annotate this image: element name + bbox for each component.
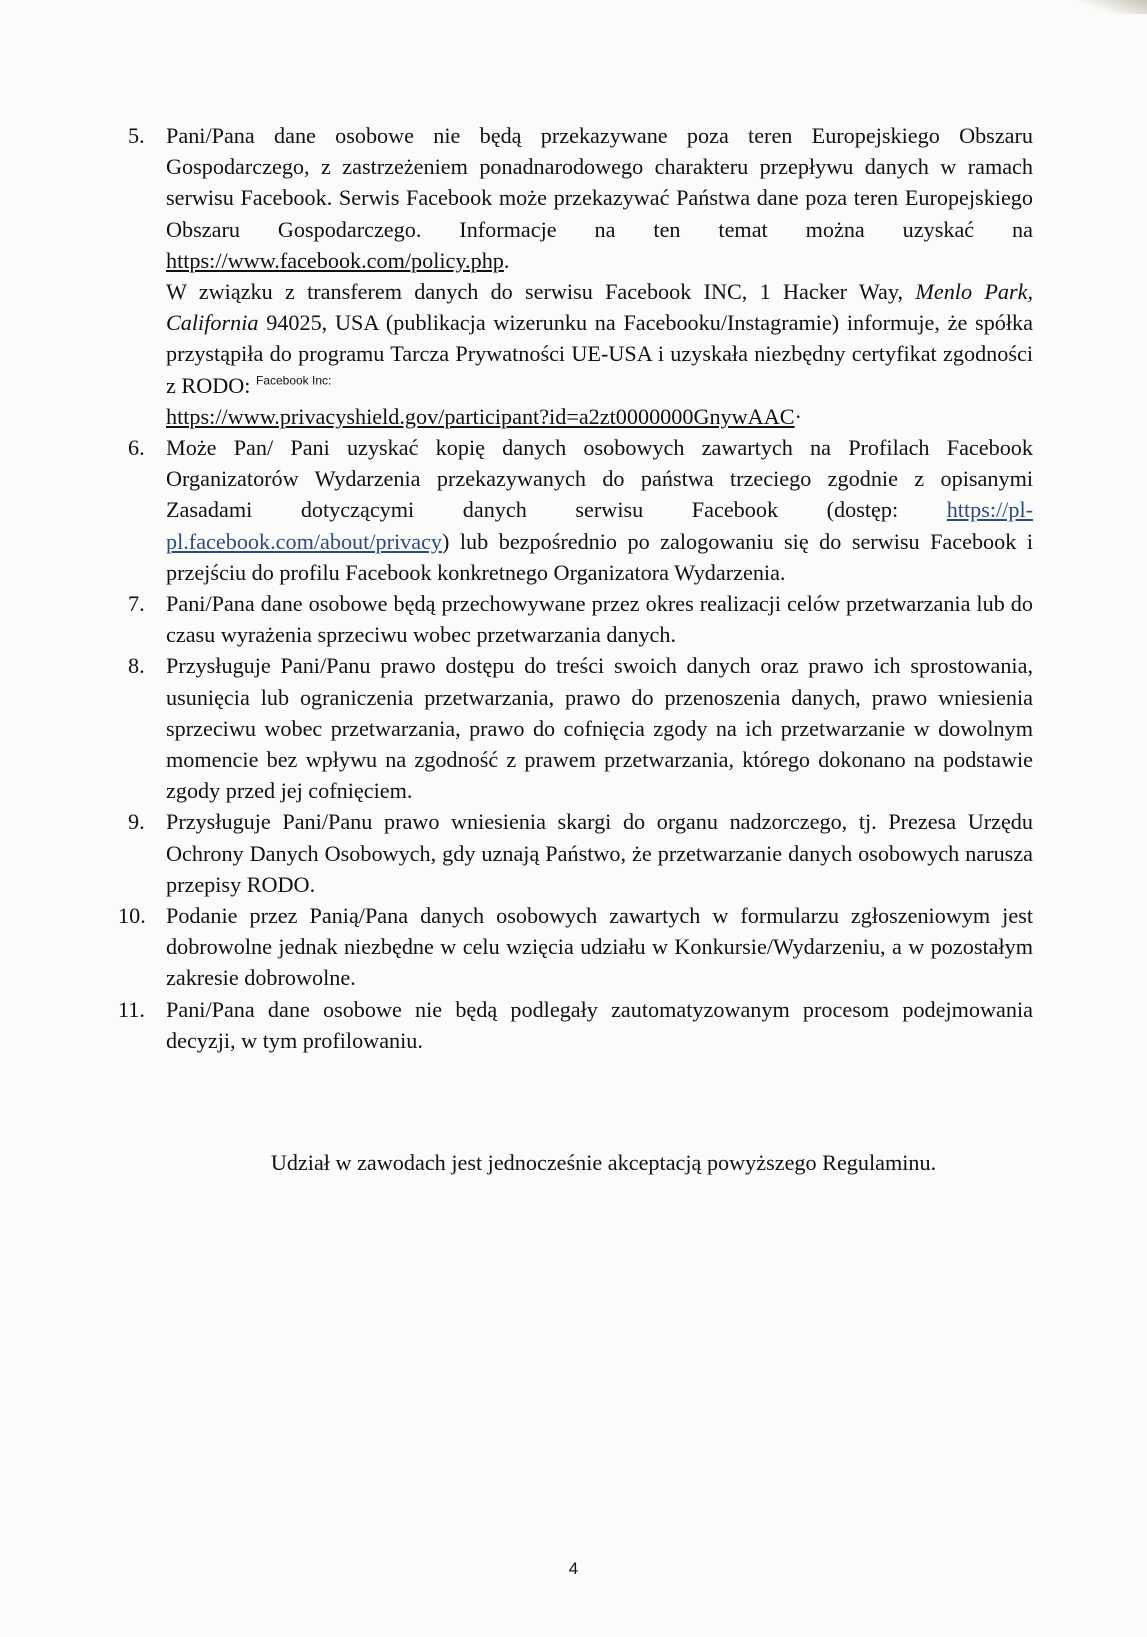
scan-corner-shadow [1077,0,1147,14]
item-text: · [794,403,802,429]
facebook-privacy-link[interactable]: https://pl-pl.facebook.com/about/privacy [166,497,1033,554]
item-text: Pani/Pana dane osobowe nie będą przekazywane poza teren Europejskiego Obszaru Gospodarczego, z zastrzeżeniem ponadnarodowego charakteru przepływu danych w ramach serwisu Facebook. Serwis Facebook może przekazywać Państwa dane poza teren Europejskiego Obszaru Gospodarczego. Informacje na ten temat można uzyskać na [166,123,1033,242]
closing-statement: Udział w zawodach jest jednocześnie akceptacją powyższego Regulaminu. [270,1150,937,1175]
document-body [118,120,1033,1056]
item-number: 6. [128,435,145,461]
item-number: 7. [128,591,145,617]
privacyshield-link[interactable]: https://www.privacyshield.gov/participant?id=a2zt0000000GnywAAC [166,403,795,429]
item-text: Przysługuje Pani/Panu prawo wniesienia skargi do organu nadzorczego, tj. Prezesa Urzędu Ochrony Danych Osobowych, gdy uznają Państwo, że przetwarzanie danych osobowych narusza przepisy RODO. [166,809,1033,897]
item-number: 9. [128,809,145,835]
item-paragraph [166,432,1033,588]
list-item [128,120,1033,432]
item-text: Podanie przez Panią/Pana danych osobowych zawartych w formularzu zgłoszeniowym jest dobrowolne jednak niezbędne w celu wzięcia udziału w Konkursie/Wydarzeniu, a w pozostałym zakresie dobrowolne. [166,903,1033,991]
item-paragraph [166,120,1033,276]
facebook-policy-link[interactable]: https://www.facebook.com/policy.php [166,247,504,273]
item-number: 5. [128,123,145,148]
item-number: 11. [118,996,145,1022]
item-number: 10. [118,903,146,929]
item-text: ) lub bezpośrednio po zalogowaniu się do serwisu Facebook i przejściu do profilu Facebook konkretnego Organizatora Wydarzenia. [166,528,1033,585]
page-number: 4 [568,1559,579,1578]
item-text: . [503,247,510,273]
item-number: 8. [128,653,145,679]
list-item [128,588,1033,650]
item-paragraph [166,276,1033,432]
item-text-italic: Menlo Park, California [166,279,1033,336]
item-text: Przysługuje Pani/Panu prawo dostępu do treści swoich danych oraz prawo ich sprostowania, usunięcia lub ograniczenia przetwarzania, prawo do przenoszenia danych, prawo wniesienia sprzeciwu wobec przetwarzania, prawo do cofnięcia zgody na ich przetwarzanie w dowolnym momencie bez wpływu na zgodność z prawem przetwarzania, którego dokonano na podstawie zgody przed jej cofnięciem. [166,653,1033,804]
item-text: W związku z transferem danych do serwisu Facebook INC, 1 Hacker Way, [166,279,916,305]
item-text: Pani/Pana dane osobowe będą przechowywane przez okres realizacji celów przetwarzania lub do czasu wyrażenia sprzeciwu wobec przetwarzania danych. [166,591,1033,648]
list-item [118,900,1033,994]
list-item [128,432,1033,588]
item-text: Może Pan/ Pani uzyskać kopię danych osobowych zawartych na Profilach Facebook Organizatorów Wydarzenia przekazywanych do państwa trzeciego zgodnie z opisanymi Zasadami dotyczącymi danych serwisu Facebook (dostęp: [166,435,1033,523]
list-item [128,806,1033,900]
list-item [128,650,1033,806]
list-item [118,994,1033,1056]
small-label: Facebook Inc: [255,373,332,388]
item-text: Pani/Pana dane osobowe nie będą podlegały zautomatyzowanym procesom podejmowania decyzji, w tym profilowaniu. [166,996,1033,1053]
item-text: 94025, USA (publikacja wizerunku na Facebooku/Instagramie) informuje, że spółka przystąpiła do programu Tarcza Prywatności UE-USA i uzyskała niezbędny certyfikat zgodności z RODO: [166,310,1033,398]
